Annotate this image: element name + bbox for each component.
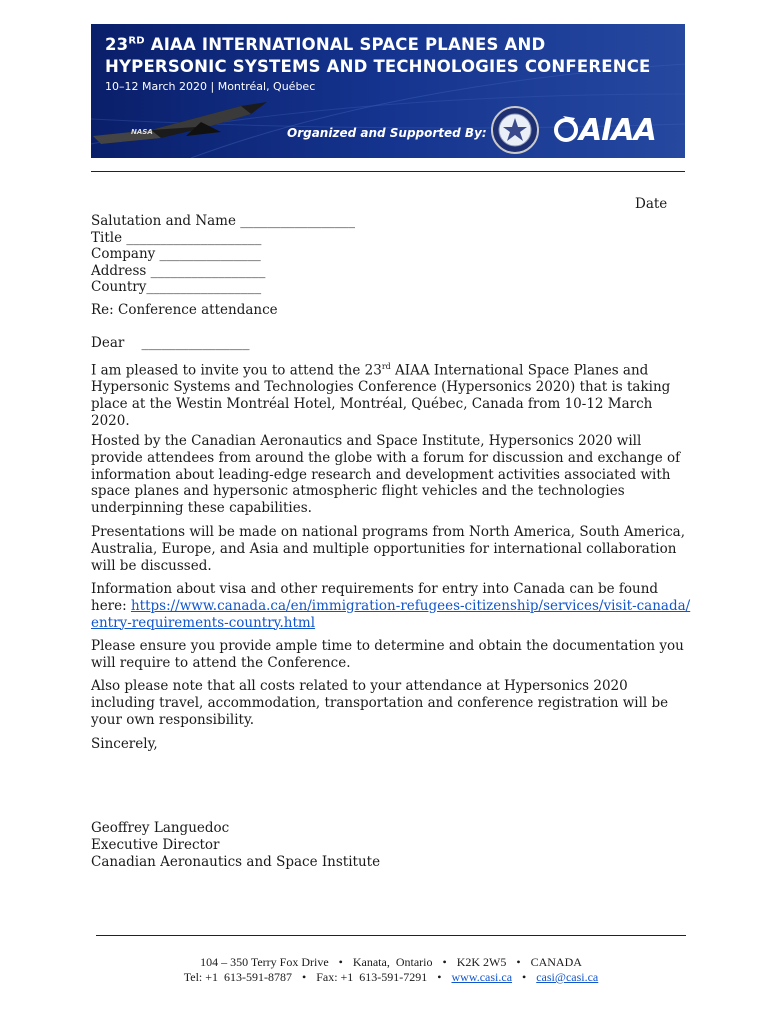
casi-seal-logo <box>491 106 539 154</box>
header-divider <box>91 171 685 172</box>
country-field: Country_________________ <box>91 279 262 295</box>
paragraph-visa: Information about visa and other requirements for entry into Canada can be found here: https://www.canada.ca/en/immigration-refugees-citizenship/services/visit-canada/entry-requirements-country.html <box>91 581 691 631</box>
footer-web-link[interactable]: www.casi.ca <box>451 970 513 984</box>
footer-bullet: • <box>338 955 343 969</box>
banner-date-place: 10–12 March 2020 | Montréal, Québec <box>105 80 316 93</box>
footer-bullet: • <box>442 955 447 969</box>
conference-banner <box>91 24 685 158</box>
banner-title-line2: HYPERSONIC SYSTEMS AND TECHNOLOGIES CONFERENCE <box>105 57 651 76</box>
date-label: Date <box>635 196 668 212</box>
footer-bullet: • <box>437 970 442 984</box>
title-field: Title ____________________ <box>91 229 262 246</box>
aiaa-swirl-logo <box>553 114 581 144</box>
footer-bullet: • <box>302 970 307 984</box>
closing: Sincerely, <box>91 736 158 752</box>
visa-requirements-link[interactable]: https://www.canada.ca/en/immigration-refugees-citizenship/services/visit-canada/entry-requirements-country.html <box>91 597 691 631</box>
address-field: Address _________________ <box>91 262 266 279</box>
recipient-fields <box>91 213 355 296</box>
signer-name: Geoffrey Languedoc <box>91 820 230 836</box>
company-field: Company _______________ <box>91 246 261 262</box>
aiaa-logo-text: AIAA <box>579 113 656 148</box>
jet-nasa-label: NASA <box>131 128 153 136</box>
footer-fax: Fax: +1 613-591-7291 <box>316 970 428 984</box>
paragraph-presentations: Presentations will be made on national programs from North America, South America, Australia, Europe, and Asia and multiple opportunities for international collaboration will be discussed. <box>91 524 686 574</box>
organized-by-label: Organized and Supported By: <box>287 126 487 140</box>
signer-organization: Canadian Aeronautics and Space Institute <box>91 853 381 870</box>
hypersonic-jet-image <box>91 92 271 152</box>
footer-divider <box>96 935 686 936</box>
signature-block <box>91 820 691 870</box>
paragraph-costs: Also please note that all costs related to your attendance at Hypersonics 2020 including travel, accommodation, transportation and conference registration will be your own responsibility. <box>91 678 669 728</box>
footer-country: CANADA <box>530 955 582 969</box>
footer-street: 104 – 350 Terry Fox Drive <box>200 955 329 969</box>
footer-email-link[interactable]: casi@casi.ca <box>536 970 599 984</box>
footer-postal: K2K 2W5 <box>456 955 507 969</box>
paragraph-documentation: Please ensure you provide ample time to determine and obtain the documentation you will require to attend the Conference. <box>91 638 684 671</box>
signer-title: Executive Director <box>91 836 220 853</box>
salutation-name-field: Salutation and Name _________________ <box>91 213 356 229</box>
paragraph-hosted: Hosted by the Canadian Aeronautics and Space Institute, Hypersonics 2020 will provide attendees from around the globe with a forum for discussion and exchange of information about leading-edge research and development activities associated with space planes and hypersonic atmospheric flight vehicles and the technologies underpinning these capabilities. <box>91 433 681 517</box>
footer-address-line <box>96 955 686 970</box>
footer-tel: Tel: +1 613-591-8787 <box>183 970 292 984</box>
footer-contact-line <box>96 970 686 985</box>
dear-line: Dear ________________ <box>91 335 250 351</box>
footer-bullet: • <box>522 970 527 984</box>
re-line: Re: Conference attendance <box>91 302 278 318</box>
footer-city: Kanata, Ontario <box>352 955 433 969</box>
paragraph-invitation: I am pleased to invite you to attend the 23rd AIAA International Space Planes and Hypersonic Systems and Technologies Conference (Hypersonics 2020) that is taking place at the Westin Montréal Hotel, Montréal, Québec, Canada from 10-12 March 2020. <box>91 362 671 429</box>
banner-title-line1: 23RD AIAA INTERNATIONAL SPACE PLANES AND <box>105 35 546 54</box>
footer-bullet: • <box>516 955 521 969</box>
